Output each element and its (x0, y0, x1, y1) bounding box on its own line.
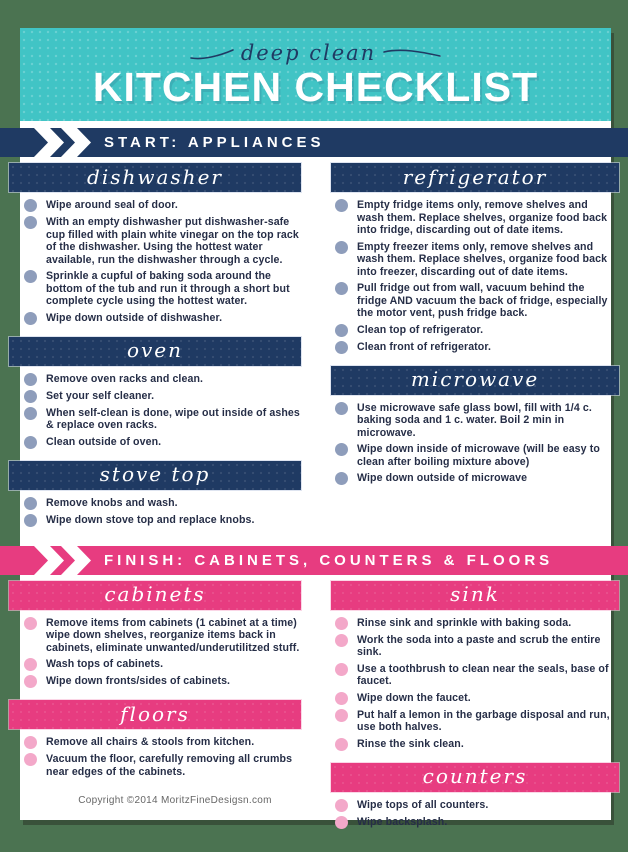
section-sink (331, 581, 611, 755)
script-subtitle (189, 43, 442, 64)
bullet-circle-icon (335, 472, 348, 485)
checklist-item-text: Wipe tops of all counters. (357, 798, 489, 811)
section-oven (20, 337, 301, 453)
checklist-item (335, 402, 611, 440)
checklist-item (24, 436, 301, 449)
appliances-columns (20, 163, 611, 539)
checklist-item (335, 443, 611, 468)
checklist-item (335, 663, 611, 688)
checklist-item (24, 407, 301, 432)
cabinets-title: cabinets (104, 582, 206, 606)
checklist-item (335, 634, 611, 659)
checklist-item (24, 497, 301, 510)
chevrons-icon (34, 546, 96, 575)
bullet-circle-icon (335, 617, 348, 630)
section-dishwasher (20, 163, 301, 329)
checklist-item (335, 617, 611, 630)
checklist-item-text: Clean top of refrigerator. (357, 323, 484, 336)
cabinets-header-bar (9, 581, 301, 610)
bullet-circle-icon (24, 617, 37, 630)
swash-right-icon (382, 46, 442, 62)
checklist-item (335, 324, 611, 337)
section-counters (331, 763, 611, 833)
oven-header-bar (9, 337, 301, 366)
checklist-item (24, 658, 301, 671)
bullet-circle-icon (335, 324, 348, 337)
bullet-circle-icon (24, 514, 37, 527)
checklist-item-text: Remove all chairs & stools from kitchen. (46, 736, 255, 748)
microwave-title: microwave (410, 367, 540, 391)
checklist-item (335, 341, 611, 354)
checklist-item-text: Put half a lemon in the garbage disposal and run, use both halves. (357, 708, 610, 733)
sink-checklist (331, 610, 611, 751)
section-cabinets (20, 581, 301, 693)
checklist-item (24, 270, 301, 308)
bullet-circle-icon (24, 373, 37, 386)
checklist-item-text: Wipe backsplash. (357, 815, 448, 828)
bullet-circle-icon (24, 658, 37, 671)
floors-title: floors (120, 701, 190, 726)
checklist-item-text: Clean front of refrigerator. (357, 340, 492, 353)
checklist-item (24, 753, 301, 778)
checklist-item (335, 692, 611, 705)
refrigerator-header-bar (331, 163, 619, 192)
refrigerator-checklist (331, 192, 611, 354)
bullet-circle-icon (335, 663, 348, 676)
bullet-circle-icon (335, 816, 348, 829)
finish-banner (0, 546, 628, 575)
counters-checklist (331, 792, 611, 829)
checklist-item-text: Wipe down the faucet. (357, 691, 471, 704)
microwave-checklist (331, 395, 611, 486)
checklist-item-text: Rinse sink and sprinkle with baking soda. (357, 616, 572, 629)
checklist-item (24, 617, 301, 655)
bullet-circle-icon (335, 634, 348, 647)
bullet-circle-icon (24, 497, 37, 510)
bullet-circle-icon (24, 216, 37, 229)
checklist-item (24, 514, 301, 527)
bullet-circle-icon (335, 799, 348, 812)
finish-right-column (331, 581, 611, 841)
checklist-item (24, 312, 301, 325)
checklist-item-text: Clean outside of oven. (46, 435, 162, 448)
checklist-page (20, 28, 611, 828)
bullet-circle-icon (24, 736, 37, 749)
microwave-header-bar (331, 366, 619, 395)
checklist-item-text: When self-clean is done, wipe out inside of ashes & replace oven racks. (46, 406, 300, 431)
checklist-item (335, 709, 611, 734)
section-microwave (331, 366, 611, 490)
start-appliances-banner (0, 128, 628, 157)
chevrons-icon (34, 128, 96, 157)
appliances-left-column (20, 163, 301, 539)
stove-top-title: stove top (99, 462, 211, 486)
start-banner-label: START: APPLIANCES (104, 134, 325, 151)
script-subtitle-text: deep clean (240, 41, 377, 65)
checklist-item-text: Wipe down inside of microwave (will be easy to clean after boiling mixture above) (357, 443, 600, 468)
checklist-item-text: Wipe down outside of microwave (357, 472, 528, 484)
oven-title: oven (126, 338, 184, 362)
checklist-item-text: Remove knobs and wash. (46, 496, 178, 509)
finish-banner-label: FINISH: CABINETS, COUNTERS & FLOORS (104, 551, 554, 569)
floors-header-bar (9, 700, 301, 729)
oven-checklist (20, 366, 301, 449)
bullet-circle-icon (335, 709, 348, 722)
checklist-item (335, 472, 611, 485)
bullet-circle-icon (335, 282, 348, 295)
checklist-item (24, 736, 301, 749)
copyright-text: Copyright ©2014 MoritzFineDesigsn.com (78, 795, 272, 806)
checklist-item-text: With an empty dishwasher put dishwasher-safe cup filled with plain white vinegar on the top rack of the dishwasher. Using the hottest water available, run the dishwasher through a cycle. (46, 216, 299, 266)
bullet-circle-icon (24, 753, 37, 766)
sink-title: sink (450, 582, 500, 606)
checklist-item-text: Use microwave safe glass bowl, fill with 1/4 c. baking soda and 1 c. water. Boil 2 min in microwave. (357, 401, 592, 439)
cabinets-checklist (20, 610, 301, 689)
checklist-item-text: Wipe down stove top and replace knobs. (46, 513, 255, 526)
bullet-circle-icon (24, 199, 37, 212)
section-floors (20, 700, 301, 782)
checklist-item-text: Empty freezer items only, remove shelves and wash them. Replace shelves, organize food back into freezer, discarding out of date items. (357, 240, 608, 278)
checklist-item-text: Pull fridge out from wall, vacuum behind the fridge AND vacuum the back of fridge, especially the motor vent, push fridge back. (357, 282, 608, 319)
checklist-item (335, 816, 611, 829)
sink-header-bar (331, 581, 619, 610)
bullet-circle-icon (24, 675, 37, 688)
bullet-circle-icon (335, 443, 348, 456)
checklist-item (24, 373, 301, 386)
swash-left-icon (189, 46, 235, 62)
checklist-item-text: Wash tops of cabinets. (46, 658, 164, 670)
checklist-item-text: Wipe down outside of dishwasher. (46, 311, 223, 324)
checklist-item (24, 675, 301, 688)
section-refrigerator (331, 163, 611, 358)
checklist-item-text: Remove items from cabinets (1 cabinet at a time) wipe down shelves, reorganize items back in cabinets, eliminate unwanted/underutilitzed stuff. (46, 616, 300, 654)
checklist-item-text: Remove oven racks and clean. (46, 372, 204, 385)
bullet-circle-icon (335, 241, 348, 254)
checklist-item (335, 799, 611, 812)
bullet-circle-icon (24, 312, 37, 325)
bullet-circle-icon (335, 402, 348, 415)
bullet-circle-icon (335, 738, 348, 751)
stove-top-checklist (20, 490, 301, 527)
checklist-item-text: Use a toothbrush to clean near the seals, base of faucet. (357, 662, 609, 687)
checklist-item-text: Empty fridge items only, remove shelves and wash them. Replace shelves, organize food back into fridge, discarding out of date items. (357, 199, 608, 236)
checklist-item (335, 241, 611, 279)
checklist-item (24, 390, 301, 403)
appliances-right-column (331, 163, 611, 539)
bullet-circle-icon (24, 407, 37, 420)
bullet-circle-icon (24, 270, 37, 283)
dishwasher-title: dishwasher (87, 164, 223, 189)
checklist-item (335, 199, 611, 237)
bullet-circle-icon (335, 341, 348, 354)
bullet-circle-icon (24, 436, 37, 449)
dishwasher-header-bar (9, 163, 301, 192)
checklist-item-text: Work the soda into a paste and scrub the entire sink. (357, 633, 601, 658)
bullet-circle-icon (335, 199, 348, 212)
checklist-item-text: Vacuum the floor, carefully removing all crumbs near edges of the cabinets. (46, 753, 293, 778)
checklist-item-text: Wipe around seal of door. (46, 199, 178, 211)
checklist-item (24, 199, 301, 212)
bullet-circle-icon (24, 390, 37, 403)
checklist-item-text: Sprinkle a cupful of baking soda around the bottom of the tub and run it through a short but complete cycle using the hottest water. (46, 270, 290, 307)
counters-header-bar (331, 763, 619, 792)
page-header (20, 28, 611, 121)
section-stove-top (20, 461, 301, 531)
dishwasher-checklist (20, 192, 301, 325)
counters-title: counters (422, 764, 528, 788)
checklist-item-text: Rinse the sink clean. (357, 737, 464, 750)
bullet-circle-icon (335, 692, 348, 705)
checklist-item-text: Set your self cleaner. (46, 389, 155, 402)
refrigerator-title: refrigerator (402, 164, 548, 189)
page-title: KITCHEN CHECKLIST (92, 64, 539, 110)
stove-top-header-bar (9, 461, 301, 490)
floors-checklist (20, 729, 301, 778)
checklist-item-text: Wipe down fronts/sides of cabinets. (46, 675, 231, 687)
checklist-item (335, 282, 611, 320)
checklist-item (24, 216, 301, 266)
checklist-item (335, 738, 611, 751)
